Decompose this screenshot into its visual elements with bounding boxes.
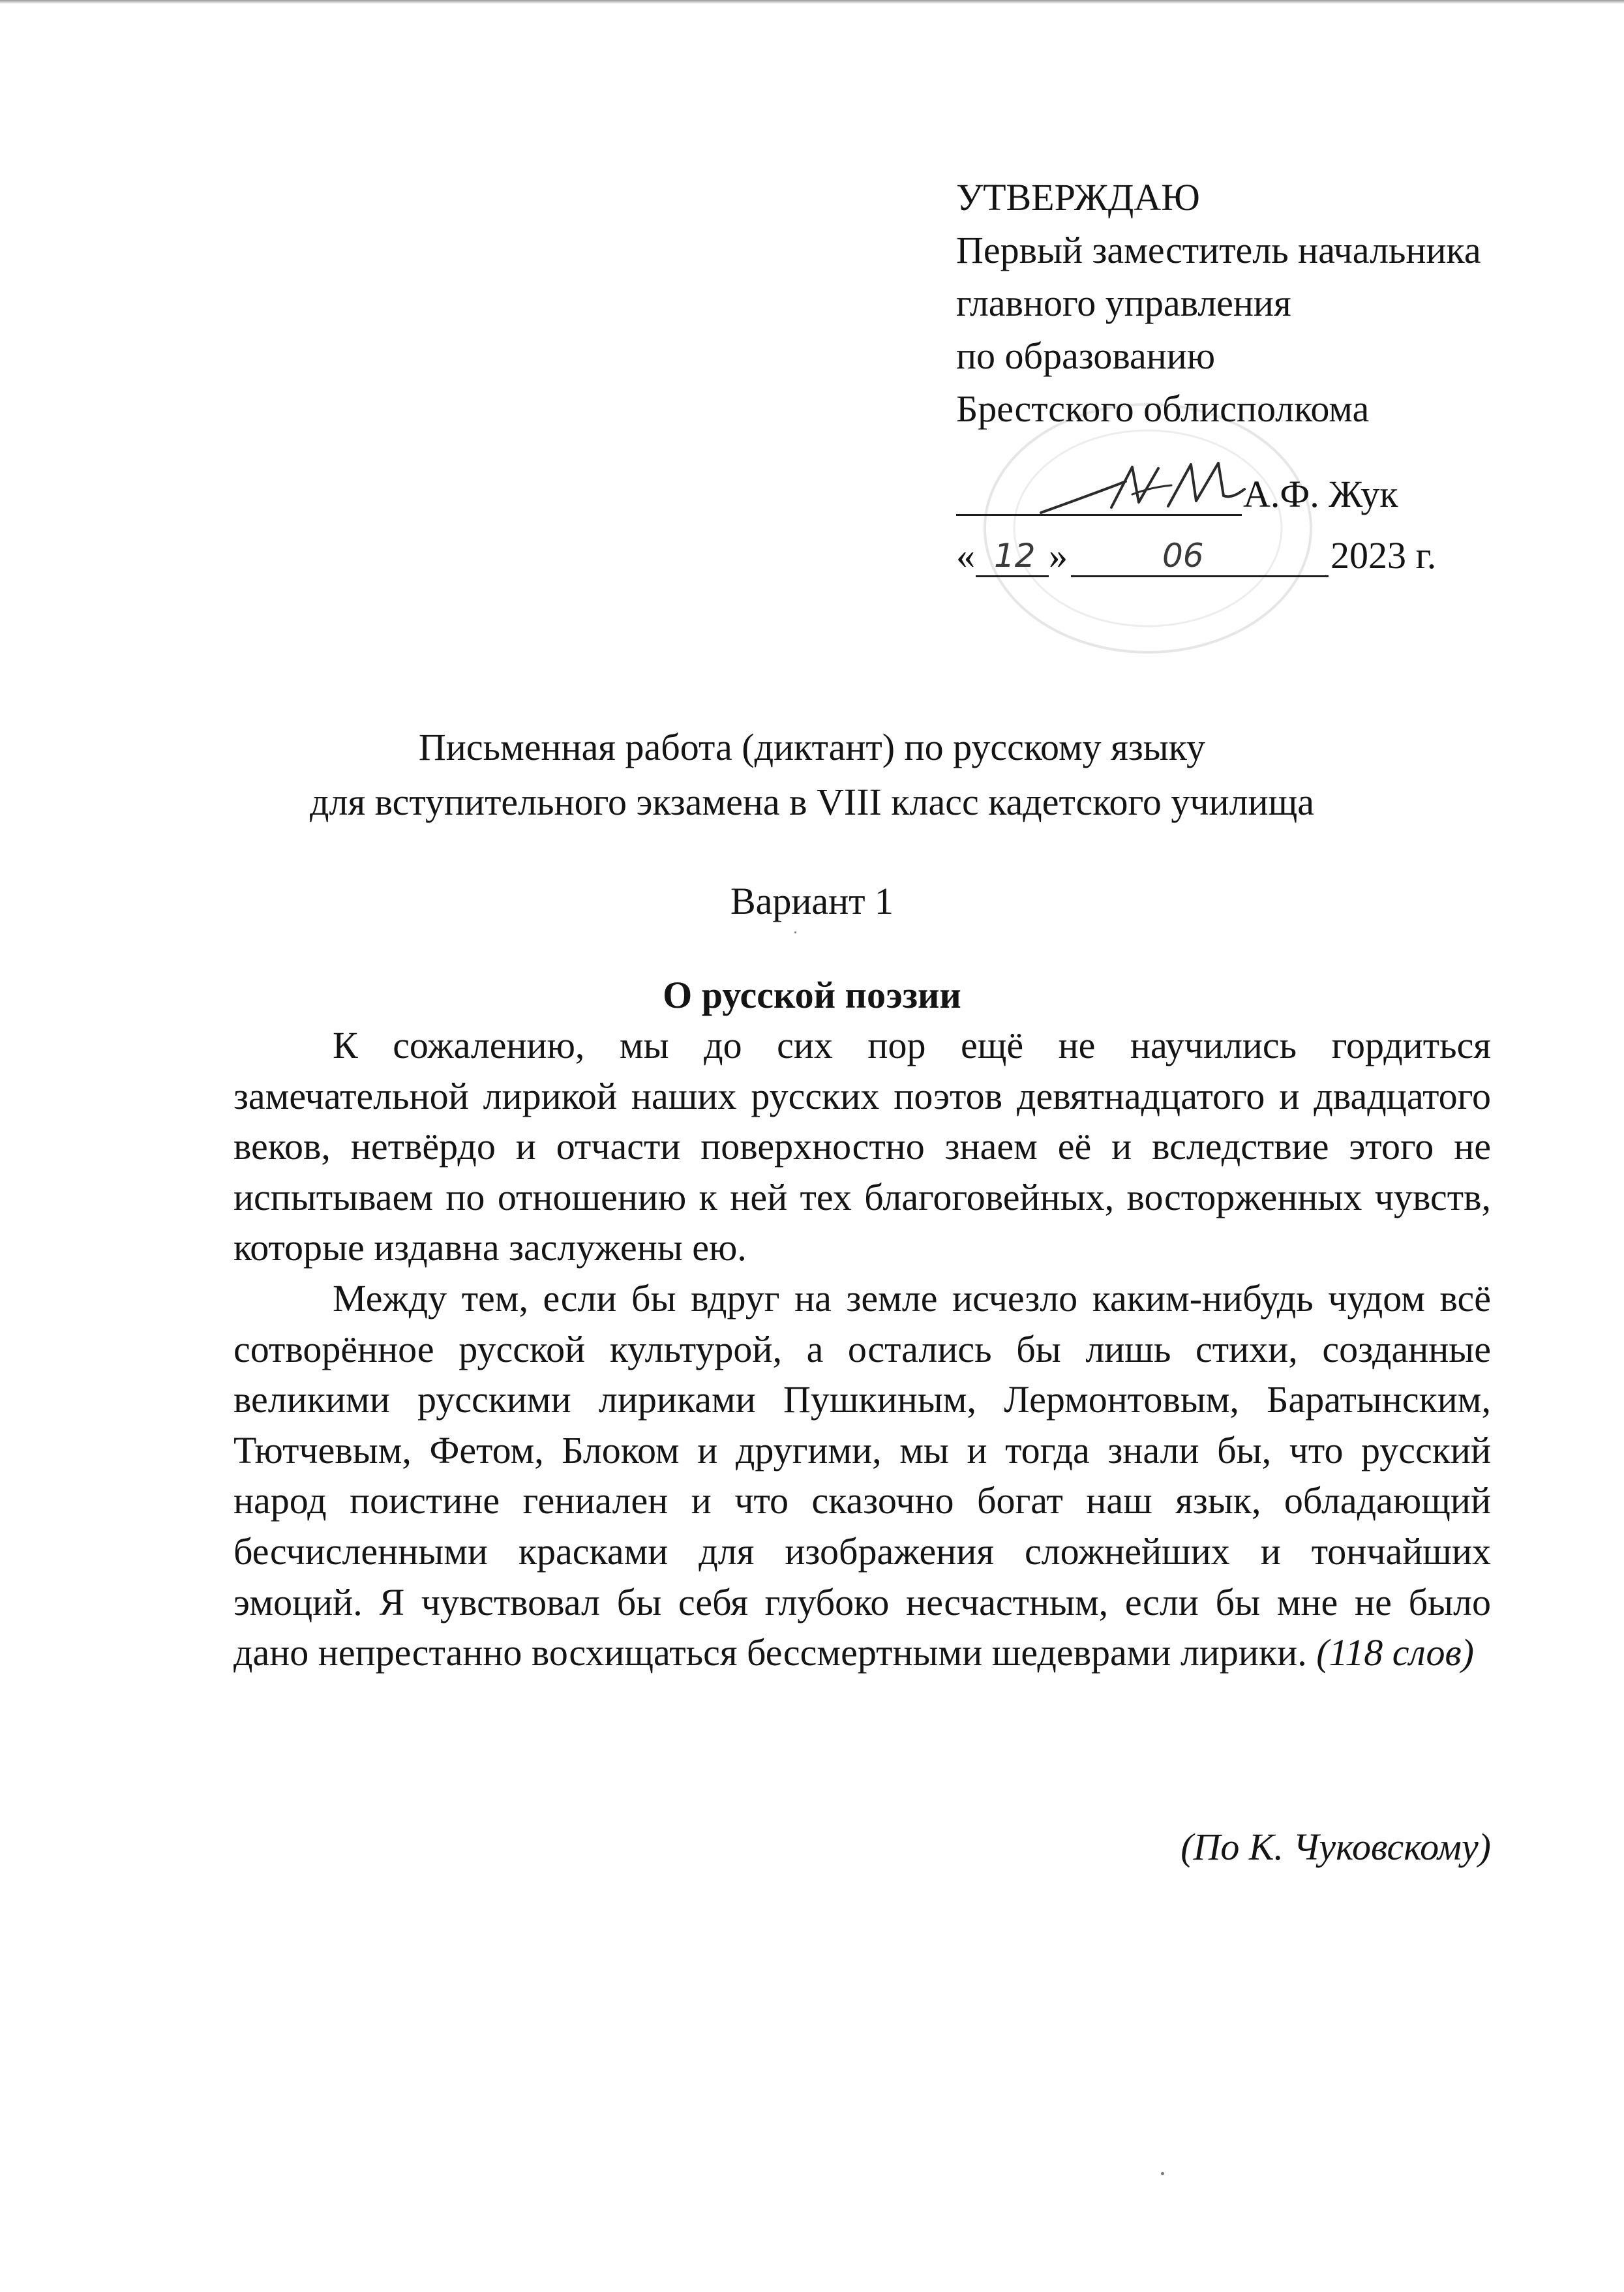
date-month: 06 xyxy=(1162,537,1204,575)
faint-stamp-impression xyxy=(978,398,1317,659)
scan-edge xyxy=(0,0,1624,4)
text-source: (По К. Чуковскому) xyxy=(1180,1826,1491,1868)
dictation-text xyxy=(233,1020,1491,1678)
date-open-quote: « xyxy=(956,534,975,577)
signatory-name: А.Ф. Жук xyxy=(1243,473,1398,515)
variant-label: Вариант 1 xyxy=(730,880,894,922)
title-line-1: Письменная работа (диктант) по русскому языку xyxy=(418,726,1206,768)
approval-position-line-1: Первый заместитель начальника xyxy=(956,229,1481,271)
title-line-2: для вступительного экзамена в VIII класс кадетского училища xyxy=(310,781,1314,823)
text-title: О русской поэзии xyxy=(663,974,961,1016)
paragraph-1: К сожалению, мы до сих пор ещё не научились гордиться замечательной лирикой наших русских поэтов девятнадцатого и двадцатого веков, нетвёрдо и отчасти поверхностно знаем её и вследствие этого не испытываем по отношению к ней тех благоговейных, восторженных чувств, которые издавна заслужены ею. xyxy=(233,1024,1491,1269)
handwritten-signature xyxy=(1034,455,1250,527)
document-title xyxy=(0,720,1624,830)
paragraph-2-text: Между тем, если бы вдруг на земле исчезло каким-нибудь чудом всё сотворённое русской культурой, а остались бы лишь стихи, созданные великими русскими лириками Пушкиным, Лермонтовым, Баратынским, Тютчевым, Фетом, Блоком и другими, мы и тогда знали бы, что русский народ поистине гениален и что сказочно богат наш язык, обладающий бесчисленными красками для изображения сложнейших и тончайших эмоций. Я чувствовал бы себя глубоко несчастным, если бы мне не было дано непрестанно восхищаться бессмертными шедеврами лирики. xyxy=(233,1276,1491,1674)
approval-position-line-2: главного управления xyxy=(956,282,1291,324)
date-year: 2023 г. xyxy=(1331,534,1437,577)
word-count: (118 слов) xyxy=(1316,1631,1474,1674)
paragraph-2 xyxy=(233,1273,1491,1678)
approval-position-line-3: по образованию xyxy=(956,335,1216,377)
approval-heading: УТВЕРЖДАЮ xyxy=(956,176,1200,219)
scan-speck xyxy=(794,931,796,933)
approval-date xyxy=(956,530,1582,582)
date-day: 12 xyxy=(994,537,1036,575)
date-close-quote: » xyxy=(1049,534,1068,577)
approval-position-line-4: Брестского облисполкома xyxy=(956,387,1370,430)
approval-block xyxy=(956,171,1582,435)
signature-row xyxy=(956,468,1582,520)
scan-speck xyxy=(1161,2172,1164,2175)
